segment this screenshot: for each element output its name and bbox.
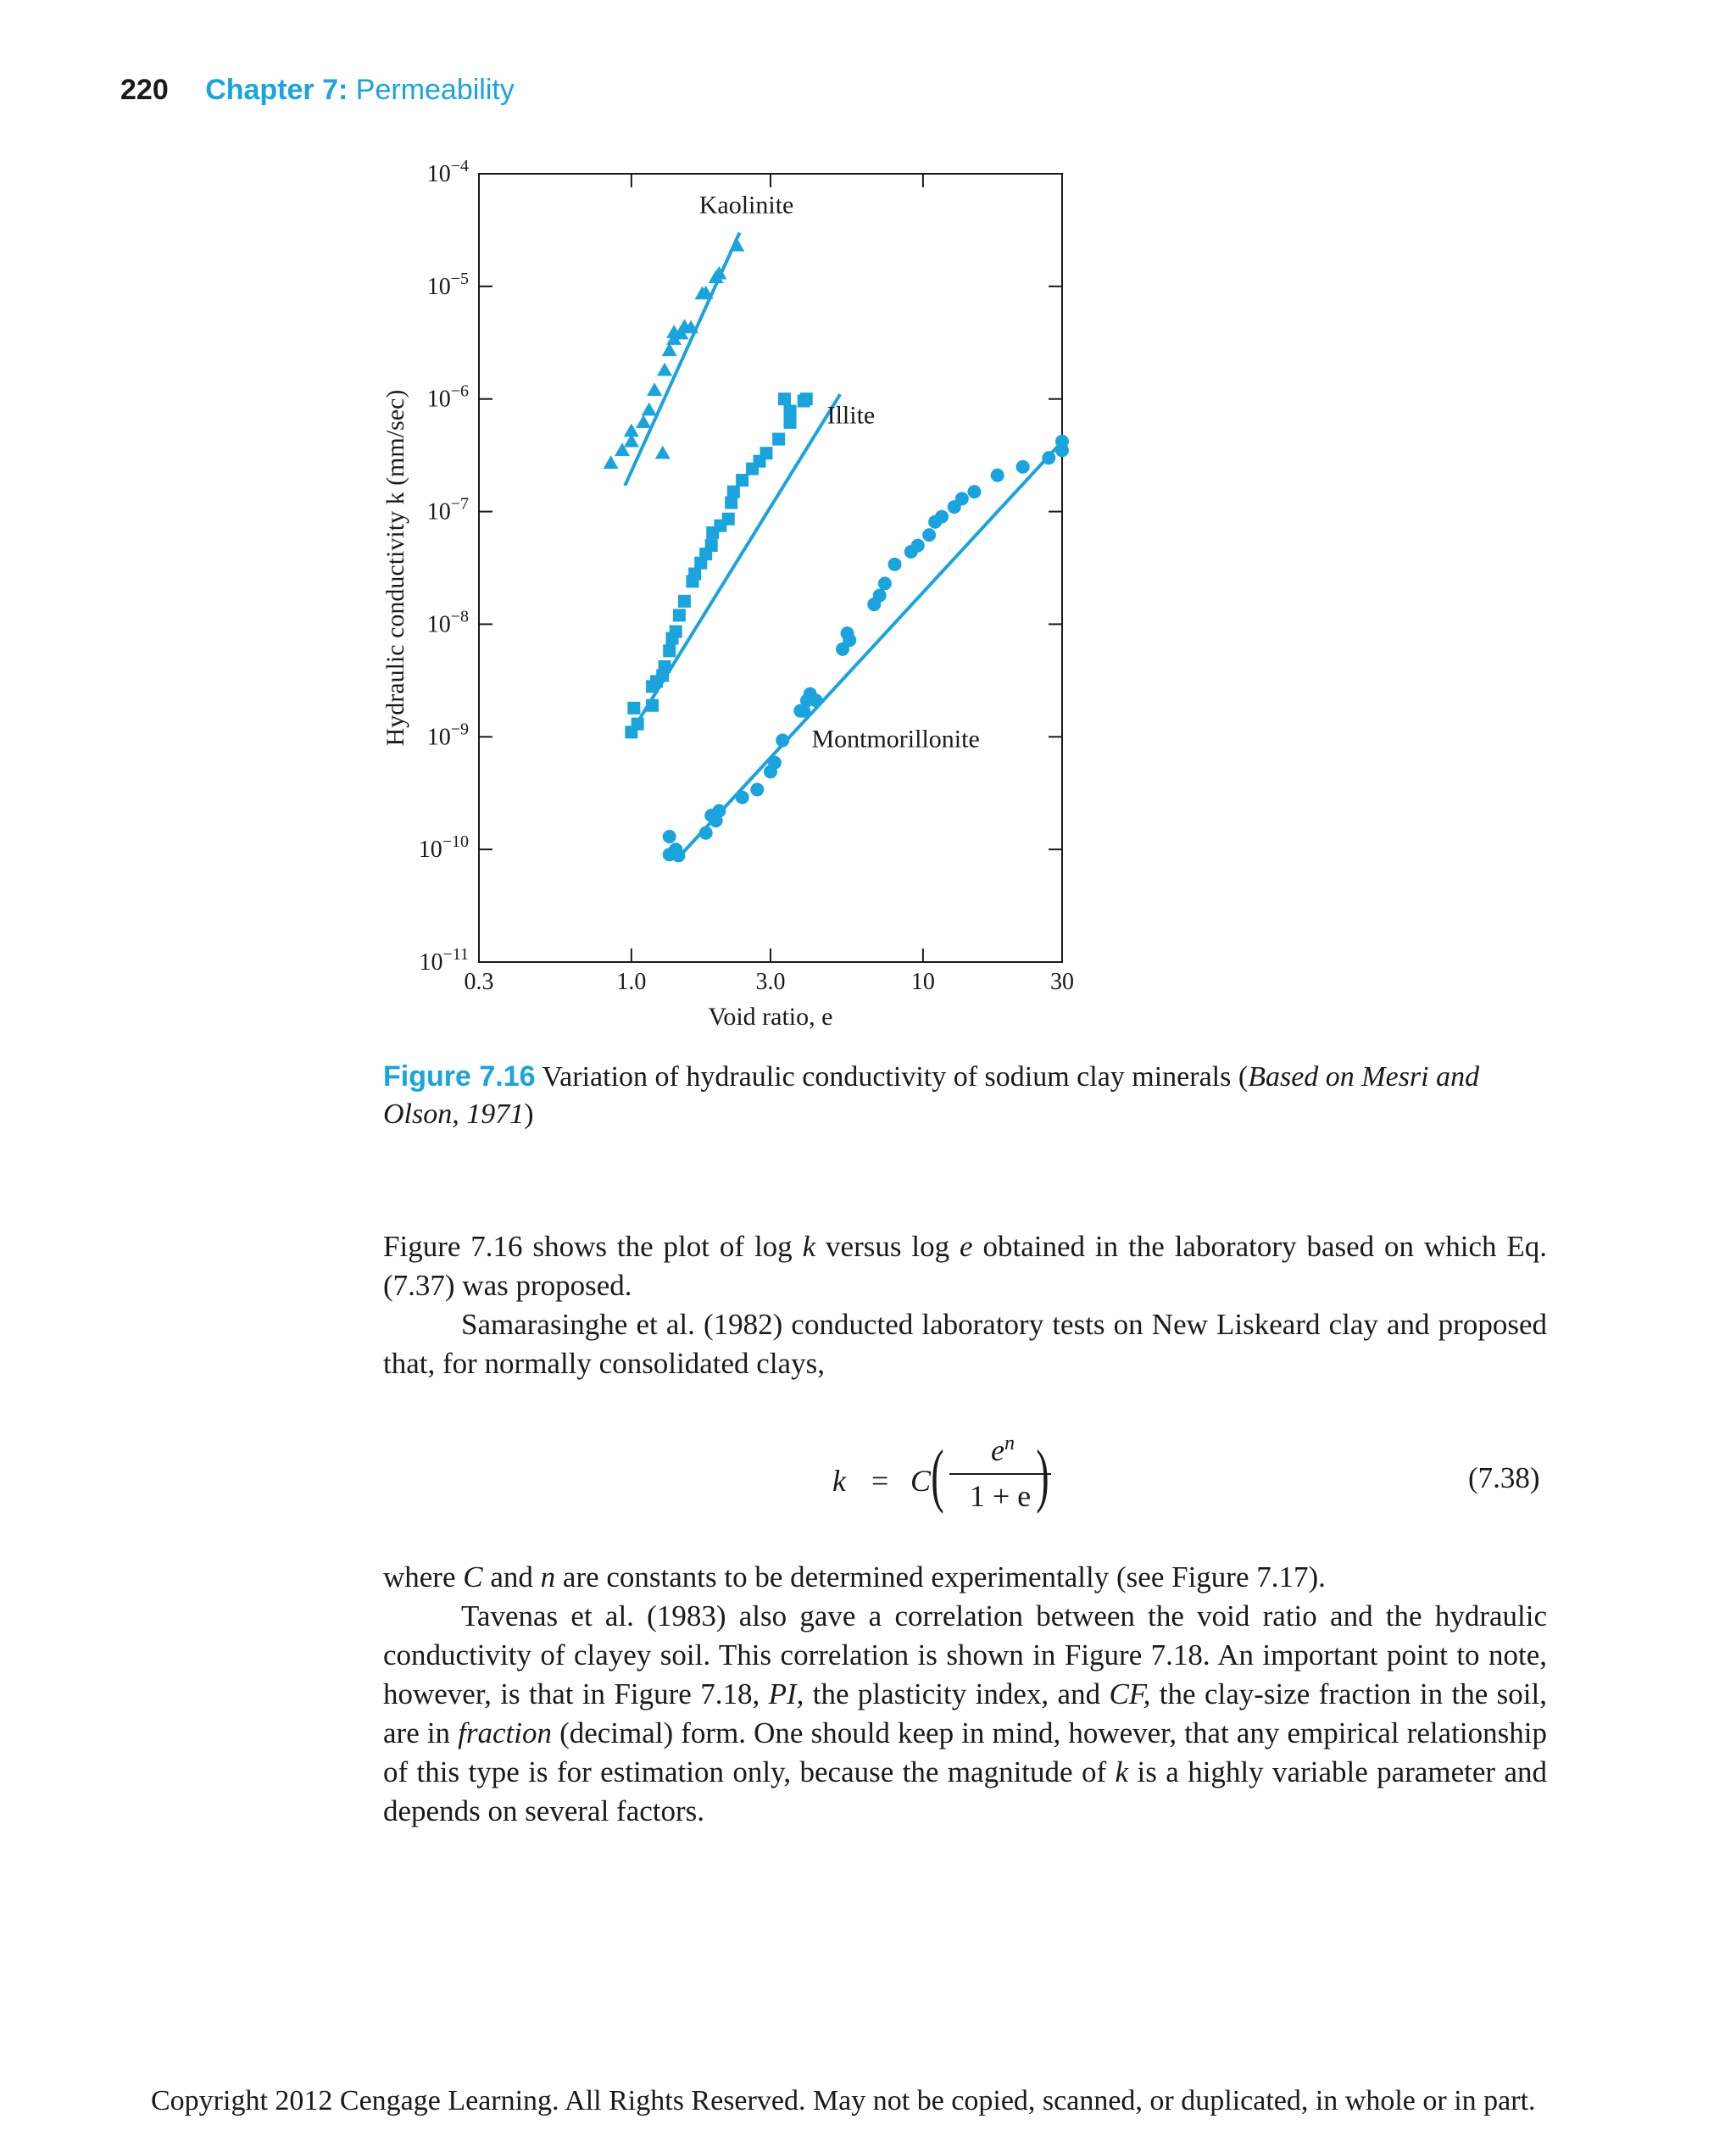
eq-left-paren: ( [931,1436,944,1515]
data-point-montmorillonite [1016,460,1030,474]
eq-coefficient: C [910,1464,932,1498]
y-tick-base: 10 [426,611,451,638]
text-run: CF, [1109,1677,1151,1710]
data-point-kaolinite [655,446,670,459]
equation-number: (7.38) [1468,1461,1540,1494]
eq-den-text: 1 + e [969,1479,1032,1513]
y-tick-exponent: −5 [450,269,469,288]
data-point-illite [725,497,737,509]
x-tick-label: 30 [1050,969,1074,995]
y-tick-label [427,720,469,750]
y-tick-label [427,382,469,413]
data-point-kaolinite [657,363,672,376]
series-label: Illite [826,401,876,430]
data-point-montmorillonite [669,843,682,856]
paragraph-1 [383,1227,1547,1305]
data-point-illite [784,416,797,429]
y-tick-label [427,495,469,526]
data-point-illite [705,539,718,552]
data-point-illite [646,699,659,712]
text-run: the plasticity index, and [804,1677,1110,1710]
x-tick-label: 0.3 [464,969,494,995]
data-point-kaolinite [636,414,651,428]
y-tick-exponent: −11 [442,945,469,964]
data-point-illite [670,626,682,638]
data-point-kaolinite [729,238,744,252]
text-run: where [383,1560,464,1594]
figure-caption [383,1058,1485,1133]
text-run: k [802,1230,816,1263]
data-point-kaolinite [647,382,662,396]
data-point-montmorillonite [699,826,713,840]
x-tick-label: 10 [910,969,935,995]
y-axis-label: Hydraulic conductivity k (mm/sec) [381,389,409,747]
paragraph-4 [383,1597,1547,1831]
data-point-montmorillonite [750,783,764,797]
page-number: 220 [120,74,169,106]
data-point-montmorillonite [967,485,981,498]
data-point-illite [800,392,813,405]
data-point-illite [722,513,735,526]
plot-frame [479,174,1062,962]
y-tick-label [427,157,469,187]
data-point-montmorillonite [768,756,782,770]
data-point-illite [678,595,691,608]
y-tick-label [419,945,469,976]
data-point-montmorillonite [1042,451,1055,464]
paragraph-2: Samarasinghe et al. (1982) conducted laboratory tests on New Liskeard clay and proposed that, for normally consolidated clays, [383,1308,1547,1380]
text-run: versus log [815,1230,960,1263]
data-point-illite [659,660,671,673]
data-point-montmorillonite [911,539,925,553]
text-run: Figure 7.16 shows the plot of log [383,1230,803,1263]
data-point-montmorillonite [935,510,949,524]
data-point-montmorillonite [888,558,902,571]
x-tick-label: 3.0 [755,969,786,995]
data-point-montmorillonite [955,492,969,505]
eq-equals: = [871,1464,889,1498]
fit-line-kaolinite [625,232,739,485]
eq-lhs: k [832,1464,846,1498]
data-point-montmorillonite [922,528,936,542]
equation-7-38 [822,1432,1093,1526]
y-tick-exponent: −8 [450,607,469,626]
data-point-illite [778,392,791,405]
y-tick-exponent: −7 [450,494,469,514]
text-run: Tavenas et al. (1983) also gave a correlation between the void ratio and the hydraulic conductivity of clayey soil. This correlation is shown in Figure 7.18. An important point to note, however, is that in Figure 7.18, [383,1599,1547,1710]
x-tick-label: 1.0 [616,969,647,995]
text-run: fraction [458,1716,552,1749]
copyright-footer: Copyright 2012 Cengage Learning. All Rights Reserved. May not be copied, scanned, or duplicated, in whole or in part. [151,2085,1536,2116]
data-point-montmorillonite [878,576,892,590]
data-point-illite [688,568,701,581]
eq-num-exp: n [1004,1432,1015,1455]
data-point-illite [663,644,676,657]
data-point-illite [760,447,772,459]
data-point-kaolinite [604,455,619,469]
data-point-illite [673,609,686,621]
data-point-illite [784,405,797,418]
series-label: Montmorillonite [811,725,980,754]
text-run: obtained in the laboratory based on which Eq. (7.37) was proposed. [383,1230,1548,1302]
data-point-montmorillonite [1055,435,1069,448]
y-tick-base: 10 [426,724,451,751]
text-run: k [1115,1755,1129,1788]
chapter-label: Chapter 7: [205,74,348,106]
y-tick-exponent: −6 [450,381,469,401]
caption-close: ) [524,1099,534,1130]
y-tick-exponent: −9 [450,720,469,739]
text-run: are constants to be determined experimentally (see Figure 7.17). [555,1560,1326,1594]
caption-text: Variation of hydraulic conductivity of sodium clay minerals ( [535,1061,1249,1093]
y-tick-base: 10 [418,837,442,864]
data-point-illite [632,718,644,731]
y-tick-base: 10 [426,273,451,300]
text-run: PI, [768,1677,804,1710]
paragraph-3 [383,1558,1547,1597]
text-run: C [463,1560,483,1594]
text-run: (decimal) form. One should keep in mind, however, that any empirical relationship of this type is for estimation only, because the magnitude of [383,1716,1547,1788]
y-tick-label [427,607,469,637]
data-point-montmorillonite [663,830,676,843]
y-tick-base: 10 [426,498,451,526]
y-tick-base: 10 [426,386,451,413]
text-run: is a highly variable parameter and depends on several factors. [383,1755,1547,1827]
eq-right-paren: ) [1036,1436,1049,1515]
text-run: the clay-size fraction in the soil, are in [383,1677,1547,1749]
caption-label: Figure 7.16 [383,1060,536,1093]
eq-num-base: e [991,1433,1004,1467]
data-point-montmorillonite [873,589,887,603]
data-point-kaolinite [624,423,639,437]
data-point-montmorillonite [991,469,1004,482]
y-tick-exponent: −10 [442,832,469,852]
data-point-montmorillonite [712,804,726,818]
chapter-title: Permeability [355,74,515,106]
y-tick-label [427,270,469,300]
y-tick-base: 10 [419,949,443,976]
text-run: e [960,1230,973,1263]
x-axis-label: Void ratio, e [708,1003,833,1031]
data-point-illite [627,702,640,715]
y-tick-exponent: −4 [450,157,469,175]
data-point-montmorillonite [841,626,854,640]
caption-source: Based on Mesri and Olson, 1971 [383,1061,1480,1130]
text-run: n [540,1560,556,1594]
hydraulic-conductivity-chart [0,0,1736,1051]
data-point-illite [736,474,748,487]
data-point-illite [727,486,740,498]
data-point-illite [772,433,785,446]
eq-numerator [965,1432,1041,1468]
data-point-montmorillonite [776,733,789,747]
y-tick-base: 10 [426,161,451,187]
series-label: Kaolinite [698,191,794,220]
data-point-kaolinite [642,403,657,416]
text-run: and [482,1560,541,1594]
data-point-montmorillonite [736,791,749,804]
data-point-montmorillonite [810,693,823,707]
y-tick-label [419,832,469,863]
